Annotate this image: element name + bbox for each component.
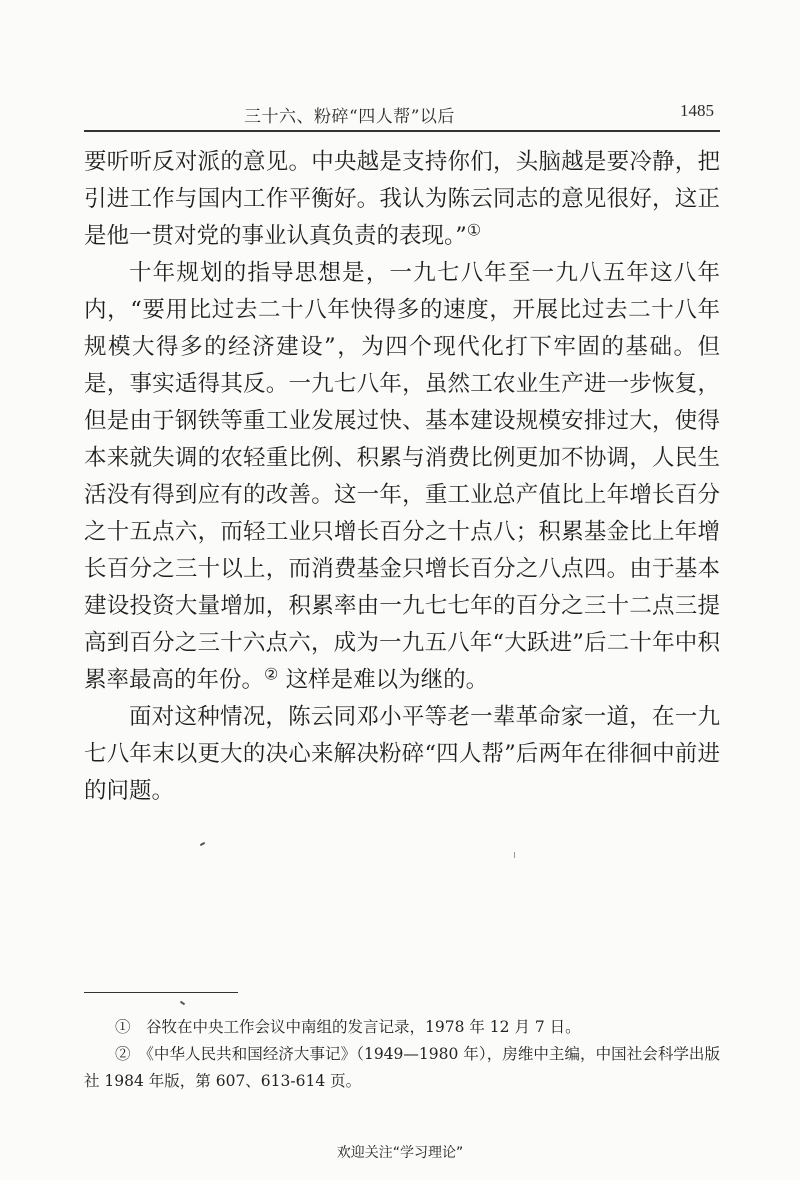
paragraph [84, 255, 720, 699]
footnotes [84, 1014, 720, 1095]
scan-speck [200, 842, 205, 846]
footnote-rule [84, 992, 238, 993]
footnote-reference[interactable]: ② [264, 664, 279, 684]
footnote-reference[interactable]: ① [466, 220, 482, 240]
paragraph-text: 要听听反对派的意见。中央越是支持你们，头脑越是要冷静，把引进工作与国内工作平衡好。我认为陈云同志的意见很好，这正是他一贯对党的事业认真负责的表现。” [84, 149, 720, 249]
paragraph [84, 144, 720, 255]
body-text [84, 144, 720, 810]
paragraph-text: 十年规划的指导思想是，一九七八年至一九八五年这八年内，“要用比过去二十八年快得多的速度，开展比过去二十八年规模大得多的经济建设”，为四个现代化打下牢固的基础。但是，事实适得其反。一九七八年，虽然工农业生产进一步恢复，但是由于钢铁等重工业发展过快、基本建设规模安排过大，使得本来就失调的农轻重比例、积累与消费比例更加不协调，人民生活没有得到应有的改善。这一年，重工业总产值比上年增长百分之十五点六，而轻工业只增长百分之十点八；积累基金比上年增长百分之三十以上，而消费基金只增长百分之八点四。由于基本建设投资大量增加，积累率由一九七七年的百分之三十二点三提高到百分之三十六点六，成为一九五八年“大跃进”后二十年中积累率最高的年份。 [84, 260, 720, 693]
footnote-1: ① 谷牧在中央工作会议中南组的发言记录，1978 年 12 月 7 日。 [115, 1018, 581, 1036]
paragraph-text: 面对这种情况，陈云同邓小平等老一辈革命家一道，在一九七八年末以更大的决心来解决粉碎“四人帮”后两年在徘徊中前进的问题。 [84, 704, 720, 804]
running-title: 三十六、粉碎“四人帮”以后 [244, 107, 455, 127]
paragraph [84, 699, 720, 810]
scan-speck [514, 852, 515, 858]
footer-watermark-text: 欢迎关注“学习理论” [336, 1145, 464, 1161]
scan-speck [180, 1001, 185, 1006]
paragraph-text: 这样是难以为继的。 [278, 667, 489, 693]
running-header [84, 98, 720, 132]
header-rule [84, 130, 720, 132]
page-number: 1485 [680, 101, 714, 120]
footnote-2: ② 《中华人民共和国经济大事记》（1949—1980 年），房维中主编，中国社会科学出版社 1984 年版，第 607、613-614 页。 [84, 1045, 720, 1090]
